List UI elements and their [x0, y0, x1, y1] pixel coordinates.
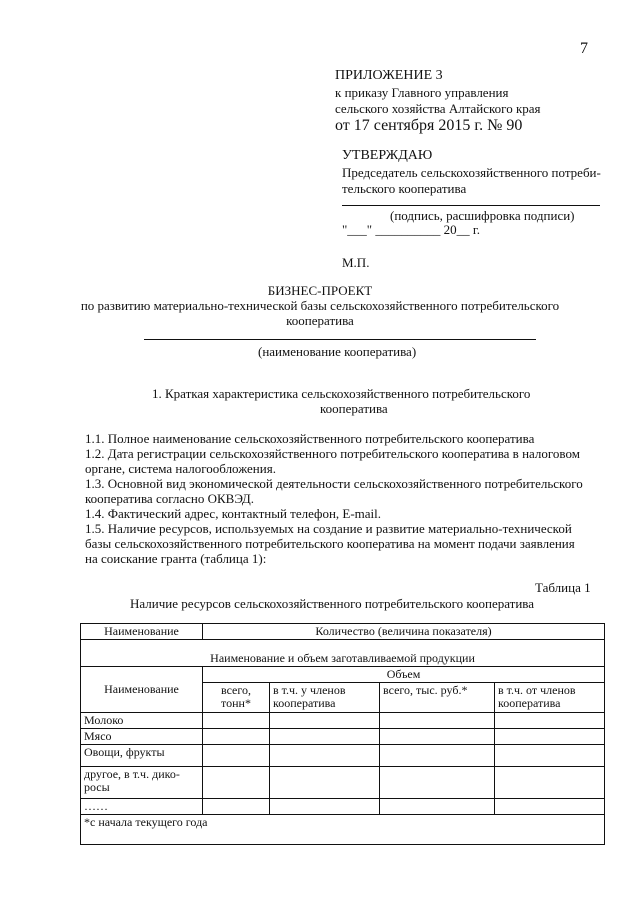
data-cell[interactable]	[203, 799, 270, 815]
data-cell[interactable]	[203, 729, 270, 745]
section-1-heading-1: 1. Краткая характеристика сельскохозяйственного потребительского	[152, 386, 531, 401]
row-label: Молоко	[81, 713, 203, 729]
data-cell[interactable]	[380, 713, 495, 729]
row-label: Овощи, фрукты	[81, 745, 203, 767]
data-cell[interactable]	[380, 799, 495, 815]
approval-date-template: "___" __________ 20__ г.	[342, 222, 480, 237]
business-project-subtitle-1: по развитию материально-технической базы сельскохозяйственного потребительского	[80, 298, 560, 313]
data-cell[interactable]	[270, 713, 380, 729]
data-cell[interactable]	[270, 799, 380, 815]
business-project-subtitle-2: кооператива	[286, 313, 354, 328]
data-cell[interactable]	[495, 767, 605, 799]
appendix-line-2: сельского хозяйства Алтайского края	[335, 101, 541, 116]
stamp-label: М.П.	[342, 255, 370, 270]
table-row	[81, 767, 605, 799]
section-1-item: 1.4. Фактический адрес, контактный телефон, E-mail.	[85, 506, 382, 521]
signature-caption: (подпись, расшифровка подписи)	[390, 208, 575, 223]
section-row-cell: Наименование и объем заготавливаемой продукции	[81, 640, 605, 667]
data-cell[interactable]	[203, 745, 270, 767]
section-1-item: 1.5. Наличие ресурсов, используемых на создание и развитие материально-технической	[85, 521, 572, 536]
section-1-heading-2: кооператива	[320, 401, 388, 416]
cooperative-name-caption: (наименование кооператива)	[258, 344, 417, 359]
col-members-tons-header: в т.ч. у членов кооператива	[270, 683, 380, 713]
row-label: ……	[81, 799, 203, 815]
table-row	[81, 729, 605, 745]
data-cell[interactable]	[270, 767, 380, 799]
table-row	[81, 799, 605, 815]
data-cell[interactable]	[380, 745, 495, 767]
page-number: 7	[580, 40, 588, 57]
header-quantity-cell: Количество (величина показателя)	[203, 624, 605, 640]
appendix-line-1: к приказу Главного управления	[335, 85, 509, 100]
data-cell[interactable]	[380, 729, 495, 745]
table-row	[81, 713, 605, 729]
approval-line-1: Председатель сельскохозяйственного потреби-	[342, 165, 601, 180]
data-cell[interactable]	[203, 767, 270, 799]
data-cell[interactable]	[270, 745, 380, 767]
data-cell[interactable]	[495, 799, 605, 815]
approval-line-2: тельского кооператива	[342, 181, 467, 196]
section-1-item: 1.1. Полное наименование сельскохозяйственного потребительского кооператива	[85, 431, 535, 446]
section-1-item: 1.2. Дата регистрации сельскохозяйственного потребительского кооператива в налоговом	[85, 446, 580, 461]
header-name-cell: Наименование	[81, 624, 203, 640]
section-1-item: на соискание гранта (таблица 1):	[85, 551, 267, 566]
data-cell[interactable]	[270, 729, 380, 745]
data-cell[interactable]	[203, 713, 270, 729]
cooperative-name-line	[144, 339, 536, 340]
approval-title: УТВЕРЖДАЮ	[342, 148, 433, 163]
col-total-rub-header: всего, тыс. руб.*	[380, 683, 495, 713]
table-row	[81, 745, 605, 767]
section-1-item: кооператива согласно ОКВЭД.	[85, 491, 254, 506]
table-label: Таблица 1	[535, 580, 591, 595]
resources-table	[80, 623, 605, 845]
data-cell[interactable]	[495, 729, 605, 745]
col-total-tons-header: всего, тонн*	[203, 683, 270, 713]
appendix-title: ПРИЛОЖЕНИЕ 3	[335, 68, 443, 83]
section-1-item: органе, система налогообложения.	[85, 461, 276, 476]
appendix-date: от 17 сентября 2015 г. № 90	[335, 117, 523, 134]
col-members-rub-header: в т.ч. от членов кооператива	[495, 683, 605, 713]
column-name-header: Наименование	[81, 667, 203, 713]
signature-line	[342, 205, 600, 206]
table-caption: Наличие ресурсов сельскохозяйственного потребительского кооператива	[130, 596, 535, 611]
data-cell[interactable]	[380, 767, 495, 799]
data-cell[interactable]	[495, 713, 605, 729]
business-project-title: БИЗНЕС-ПРОЕКТ	[267, 283, 373, 298]
row-label: Мясо	[81, 729, 203, 745]
section-1-item: 1.3. Основной вид экономической деятельности сельскохозяйственного потребительского	[85, 476, 583, 491]
table-footnote: *с начала текущего года	[81, 815, 605, 845]
section-1-item: базы сельскохозяйственного потребительского кооператива на момент подачи заявления	[85, 536, 575, 551]
volume-header: Объем	[203, 667, 605, 683]
data-cell[interactable]	[495, 745, 605, 767]
row-label: другое, в т.ч. дико-росы	[81, 767, 203, 799]
